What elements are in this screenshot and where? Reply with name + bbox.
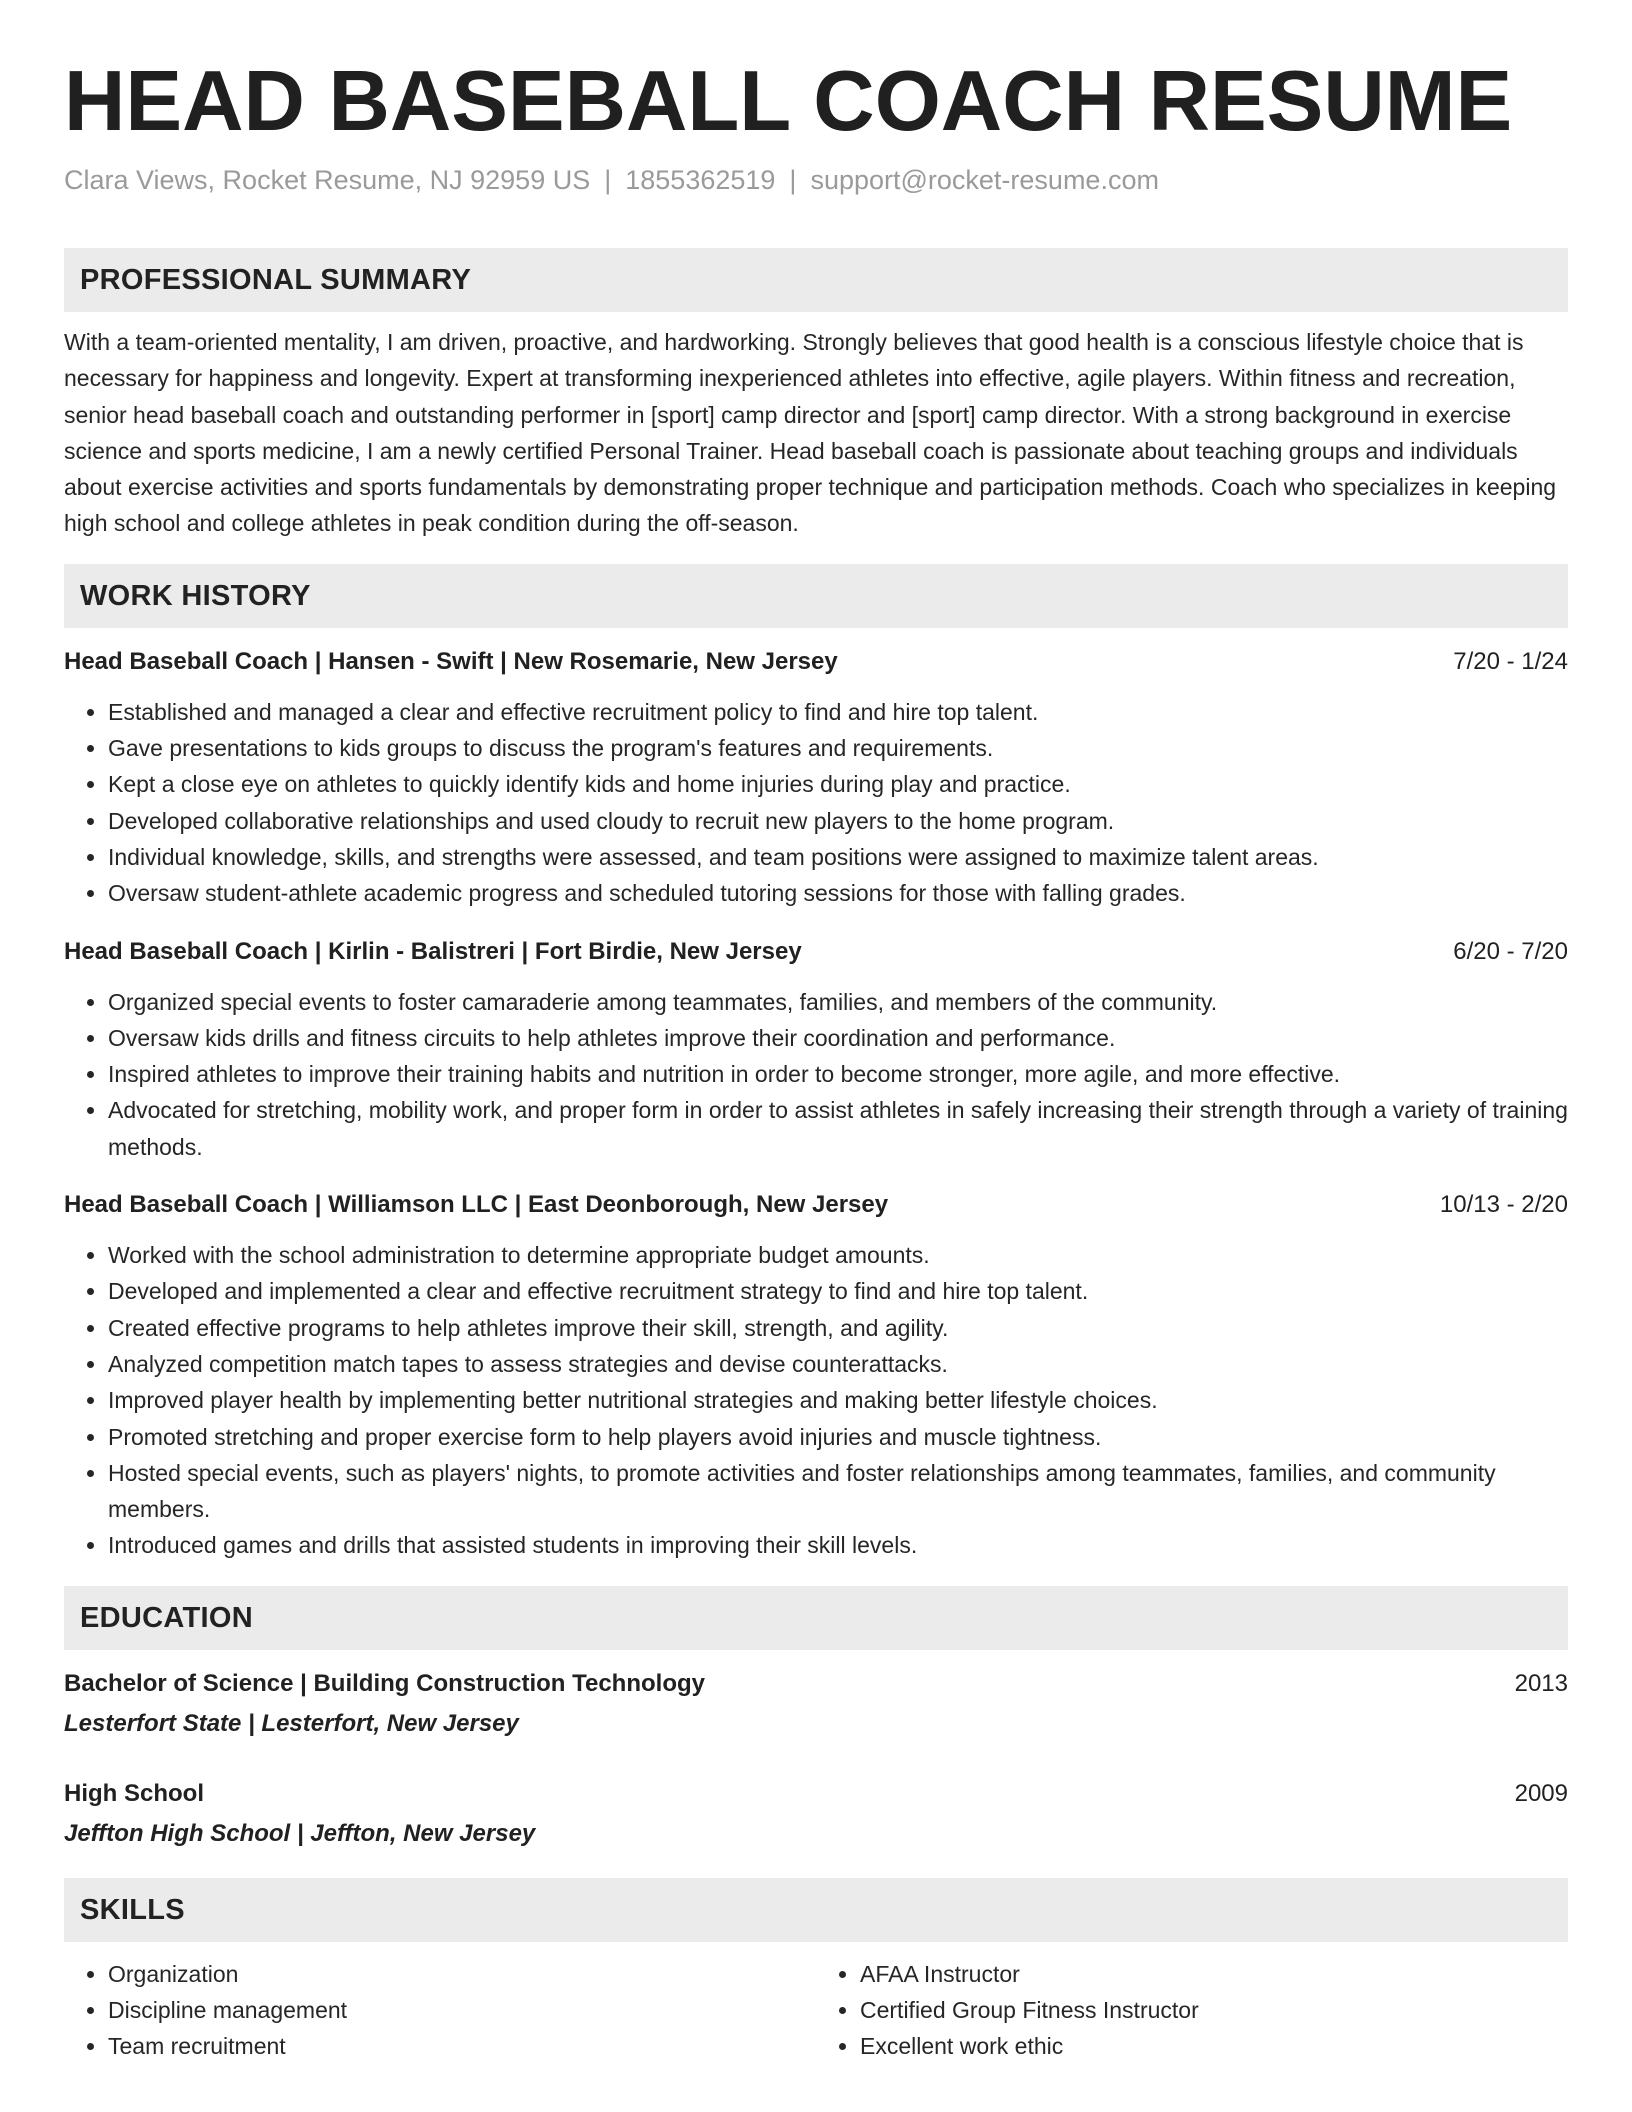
education-school: Lesterfort State | Lesterfort, New Jersey xyxy=(64,1709,519,1737)
section-heading-work-history: WORK HISTORY xyxy=(64,564,1568,628)
job-bullet: • Hosted special events, such as players' nights, to promote activities and foster relationships among teammates, families, and community members. xyxy=(108,1455,1568,1528)
contact-line xyxy=(64,162,1568,198)
job-header xyxy=(64,644,1568,680)
job-bullet: • Improved player health by implementing better nutritional strategies and making better lifestyle choices. xyxy=(108,1382,1568,1418)
summary-paragraph: With a team-oriented mentality, I am driven, proactive, and hardworking. Strongly believes that good health is a conscious lifestyle choice that is necessary for happiness and longevity. Expert at transforming inexperienced athletes into effective, agile players. Within fitness and recreation, senior head baseball coach and outstanding performer in [sport] camp director and [sport] camp director. With a strong background in exercise science and sports medicine, I am a newly certified Personal Trainer. Head baseball coach is passionate about teaching groups and individuals about exercise activities and sports fundamentals by demonstrating proper technique and participation methods. Coach who specializes in keeping high school and college athletes in peak condition during the off-season. xyxy=(64,329,1557,537)
job-bullet: • Oversaw kids drills and fitness circuits to help athletes improve their coordination and performance. xyxy=(108,1020,1568,1056)
job-dates: 10/13 - 2/20 xyxy=(1439,1191,1568,1219)
skills-list xyxy=(64,1956,1568,2064)
education-entry xyxy=(64,1776,1568,1852)
education-header xyxy=(64,1776,1568,1812)
job-bullet: • Gave presentations to kids groups to discuss the program's features and requirements. xyxy=(108,730,1568,766)
job-bullet-list xyxy=(64,1237,1568,1564)
job-title: Head Baseball Coach | Williamson LLC | East Deonborough, New Jersey xyxy=(64,1191,889,1219)
education-entry xyxy=(64,1666,1568,1742)
section-heading-education: EDUCATION xyxy=(64,1586,1568,1650)
resume-page xyxy=(64,52,1568,2064)
job-bullet: • Introduced games and drills that assisted students in improving their skill levels. xyxy=(108,1527,1568,1563)
education-year: 2013 xyxy=(1514,1669,1568,1697)
job-title: Head Baseball Coach | Kirlin - Balistreri | Fort Birdie, New Jersey xyxy=(64,937,802,965)
job-bullet: • Oversaw student-athlete academic progress and scheduled tutoring sessions for those with falling grades. xyxy=(108,875,1568,911)
skill-item: • Discipline management xyxy=(108,1992,816,2028)
job-entry xyxy=(64,1187,1568,1564)
job-title: Head Baseball Coach | Hansen - Swift | New Rosemarie, New Jersey xyxy=(64,647,838,675)
job-dates: 6/20 - 7/20 xyxy=(1453,937,1568,965)
job-bullet: • Established and managed a clear and effective recruitment policy to find and hire top talent. xyxy=(108,694,1568,730)
job-bullet: • Advocated for stretching, mobility work, and proper form in order to assist athletes in safely increasing their strength through a variety of training methods. xyxy=(108,1092,1568,1165)
skill-item: • Team recruitment xyxy=(108,2028,816,2064)
skill-item: • AFAA Instructor xyxy=(860,1956,1568,1992)
job-header xyxy=(64,1187,1568,1223)
contact-address: Clara Views, Rocket Resume, NJ 92959 US xyxy=(64,165,591,195)
job-entry xyxy=(64,644,1568,912)
contact-email[interactable]: support@rocket-resume.com xyxy=(810,165,1159,195)
skills-column-left xyxy=(64,1956,816,2064)
contact-separator: | xyxy=(604,165,612,195)
job-bullet-list xyxy=(64,694,1568,912)
job-bullet: • Analyzed competition match tapes to assess strategies and devise counterattacks. xyxy=(108,1346,1568,1382)
job-bullet: • Individual knowledge, skills, and strengths were assessed, and team positions were assigned to maximize talent areas. xyxy=(108,839,1568,875)
section-heading-summary: PROFESSIONAL SUMMARY xyxy=(64,248,1568,312)
job-bullet: • Kept a close eye on athletes to quickly identify kids and home injuries during play and practice. xyxy=(108,766,1568,802)
contact-separator: | xyxy=(789,165,797,195)
job-entry xyxy=(64,934,1568,1165)
skill-item: • Excellent work ethic xyxy=(860,2028,1568,2064)
skill-item: • Organization xyxy=(108,1956,816,1992)
skill-item: • Certified Group Fitness Instructor xyxy=(860,1992,1568,2028)
job-bullet: • Developed collaborative relationships and used cloudy to recruit new players to the home program. xyxy=(108,803,1568,839)
section-heading-skills: SKILLS xyxy=(64,1878,1568,1942)
resume-title: HEAD BASEBALL COACH RESUME xyxy=(64,54,1513,149)
job-bullet: • Worked with the school administration to determine appropriate budget amounts. xyxy=(108,1237,1568,1273)
job-bullet-list xyxy=(64,984,1568,1165)
education-degree: High School xyxy=(64,1779,204,1807)
education-degree: Bachelor of Science | Building Construction Technology xyxy=(64,1669,705,1697)
job-dates: 7/20 - 1/24 xyxy=(1453,647,1568,675)
job-bullet: • Promoted stretching and proper exercise form to help players avoid injuries and muscle tightness. xyxy=(108,1419,1568,1455)
job-bullet: • Inspired athletes to improve their training habits and nutrition in order to become stronger, more agile, and more effective. xyxy=(108,1056,1568,1092)
job-bullet: • Created effective programs to help athletes improve their skill, strength, and agility. xyxy=(108,1310,1568,1346)
education-school: Jeffton High School | Jeffton, New Jersey xyxy=(64,1819,536,1847)
skills-column-right xyxy=(816,1956,1568,2064)
job-header xyxy=(64,934,1568,970)
education-year: 2009 xyxy=(1514,1779,1568,1807)
education-header xyxy=(64,1666,1568,1702)
job-bullet: • Organized special events to foster camaraderie among teammates, families, and members of the community. xyxy=(108,984,1568,1020)
contact-phone[interactable]: 1855362519 xyxy=(625,165,776,195)
job-bullet: • Developed and implemented a clear and effective recruitment strategy to find and hire top talent. xyxy=(108,1273,1568,1309)
